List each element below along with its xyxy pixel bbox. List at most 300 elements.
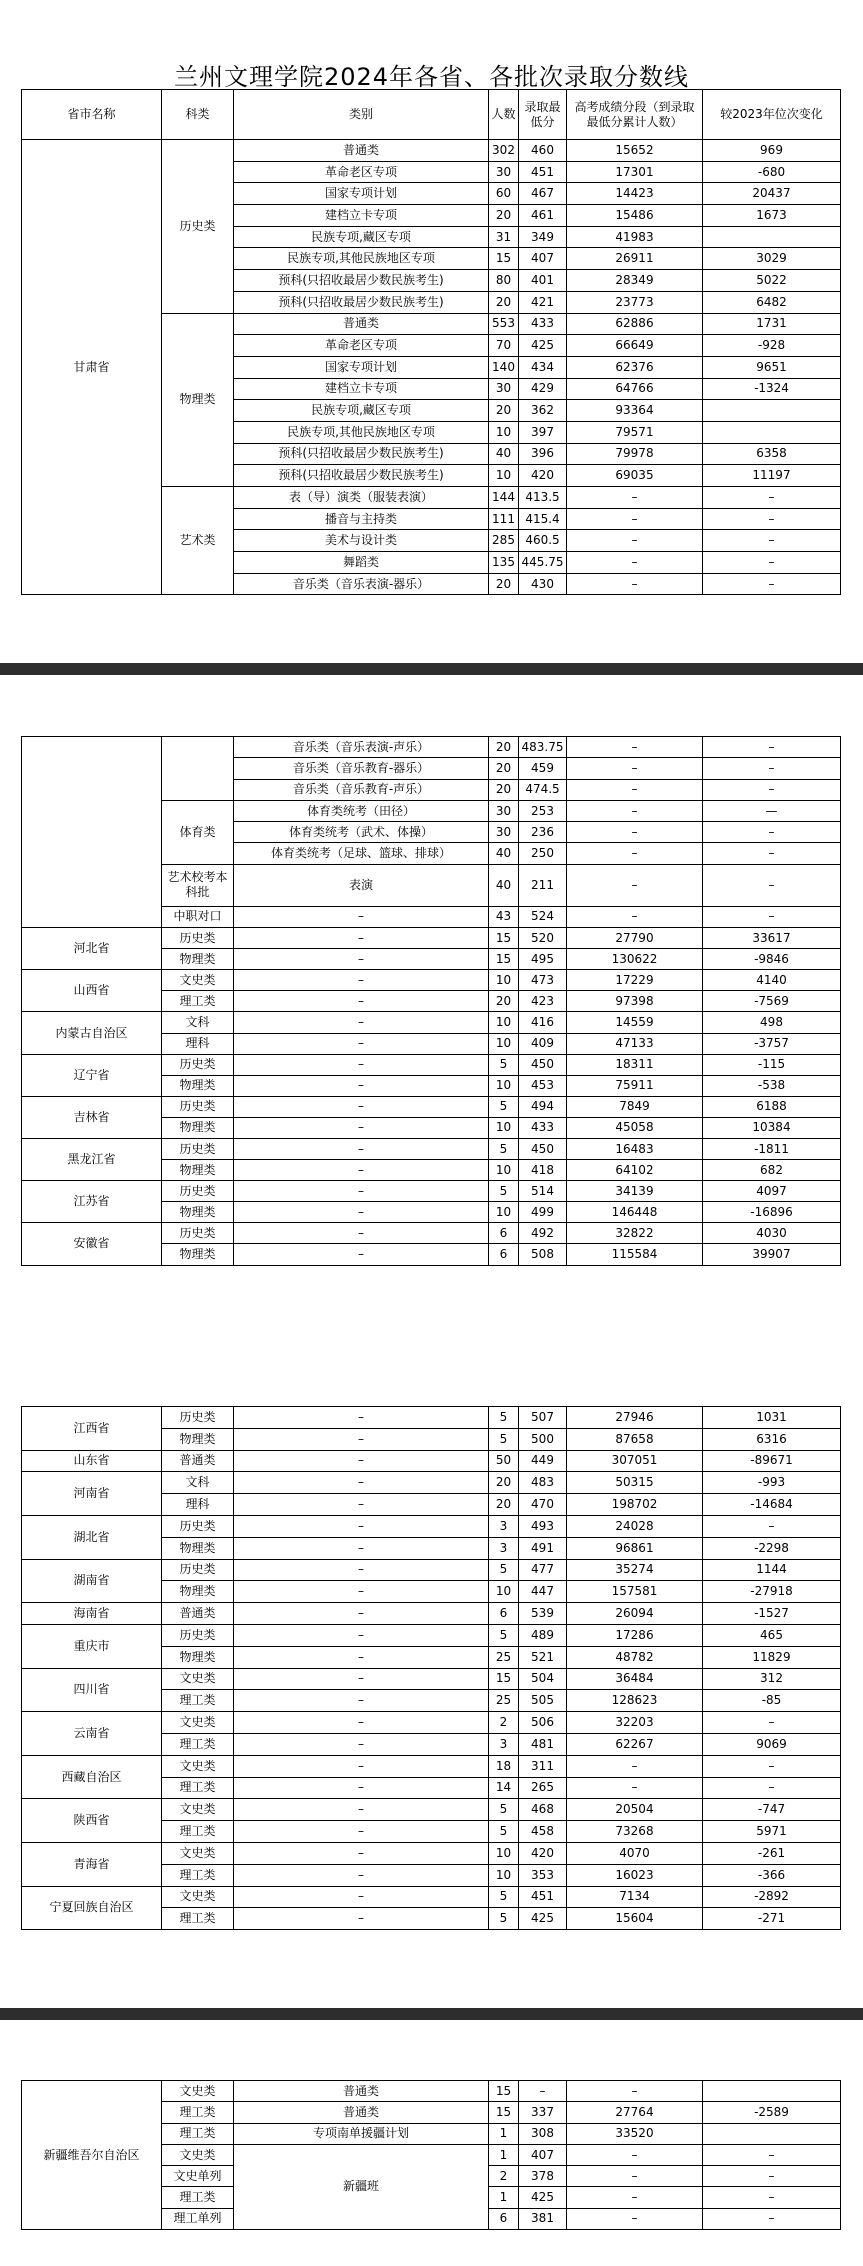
- subject-cell: 历史类: [162, 1223, 234, 1244]
- count-cell: 15: [489, 928, 519, 949]
- rank-cell: 16483: [567, 1139, 703, 1160]
- rank-change-cell: -271: [703, 1908, 841, 1930]
- subject-cell: 物理类: [162, 949, 234, 970]
- min-score-cell: 409: [519, 1033, 567, 1054]
- rank-cell: –: [567, 864, 703, 906]
- rank-cell: –: [567, 906, 703, 927]
- count-cell: 6: [489, 1223, 519, 1244]
- count-cell: 10: [489, 1581, 519, 1603]
- count-cell: 285: [489, 530, 519, 552]
- count-cell: 10: [489, 421, 519, 443]
- table-row: [22, 737, 841, 758]
- count-cell: 70: [489, 335, 519, 357]
- count-cell: 20: [489, 737, 519, 758]
- subject-cell: 文科: [162, 1012, 234, 1033]
- rank-change-cell: 39907: [703, 1244, 841, 1265]
- subject-cell: 体育类: [162, 800, 234, 864]
- subject-cell: 普通类: [162, 1603, 234, 1625]
- rank-change-cell: –: [703, 573, 841, 595]
- rank-cell: 157581: [567, 1581, 703, 1603]
- rank-cell: 27790: [567, 928, 703, 949]
- category-cell: 普通类: [234, 313, 489, 335]
- min-score-cell: 494: [519, 1096, 567, 1117]
- rank-change-cell: 1731: [703, 313, 841, 335]
- rank-cell: 62886: [567, 313, 703, 335]
- rank-change-cell: 9069: [703, 1733, 841, 1755]
- count-cell: 5: [489, 1821, 519, 1843]
- subject-cell: 历史类: [162, 1096, 234, 1117]
- category-cell: –: [234, 906, 489, 927]
- count-cell: 25: [489, 1690, 519, 1712]
- subject-cell: 理工类: [162, 1690, 234, 1712]
- province-cell: 宁夏回族自治区: [22, 1886, 162, 1930]
- province-cell: 西藏自治区: [22, 1755, 162, 1799]
- subject-cell: 历史类: [162, 928, 234, 949]
- province-cell: 湖南省: [22, 1559, 162, 1603]
- category-cell: –: [234, 1096, 489, 1117]
- min-score-cell: 265: [519, 1777, 567, 1799]
- table-row: [22, 1559, 841, 1581]
- min-score-cell: 524: [519, 906, 567, 927]
- rank-cell: 17229: [567, 970, 703, 991]
- count-cell: 135: [489, 552, 519, 574]
- min-score-cell: 459: [519, 758, 567, 779]
- rank-change-cell: –: [703, 864, 841, 906]
- count-cell: 50: [489, 1450, 519, 1472]
- table-section-2: [21, 736, 841, 1266]
- min-score-cell: 506: [519, 1712, 567, 1734]
- rank-cell: –: [567, 530, 703, 552]
- min-score-cell: 474.5: [519, 779, 567, 800]
- subject-cell: 历史类: [162, 1515, 234, 1537]
- min-score-cell: 407: [519, 2144, 567, 2165]
- min-score-cell: 451: [519, 1886, 567, 1908]
- province-cell: 黑龙江省: [22, 1139, 162, 1181]
- category-cell: 预科(只招收最居少数民族考生): [234, 291, 489, 313]
- count-cell: 20: [489, 573, 519, 595]
- category-cell: 预科(只招收最居少数民族考生): [234, 465, 489, 487]
- count-cell: 10: [489, 1202, 519, 1223]
- category-cell: 表（导）演类（服装表演）: [234, 487, 489, 509]
- rank-cell: 7849: [567, 1096, 703, 1117]
- subject-cell: 历史类: [162, 1181, 234, 1202]
- category-cell: 美术与设计类: [234, 530, 489, 552]
- count-cell: 14: [489, 1777, 519, 1799]
- province-cell: 甘肃省: [22, 140, 162, 595]
- count-cell: 1: [489, 2144, 519, 2165]
- rank-cell: –: [567, 758, 703, 779]
- min-score-cell: 492: [519, 1223, 567, 1244]
- table-row: [22, 1886, 841, 1908]
- category-cell: 普通类: [234, 140, 489, 162]
- rank-cell: 93364: [567, 400, 703, 422]
- category-cell: –: [234, 1244, 489, 1265]
- table-row: [22, 1603, 841, 1625]
- min-score-cell: 378: [519, 2166, 567, 2187]
- min-score-cell: 495: [519, 949, 567, 970]
- table-row: [22, 1096, 841, 1117]
- subject-cell: 历史类: [162, 1624, 234, 1646]
- min-score-cell: 499: [519, 1202, 567, 1223]
- count-cell: 43: [489, 906, 519, 927]
- category-cell: –: [234, 1075, 489, 1096]
- rank-change-cell: 33617: [703, 928, 841, 949]
- subject-cell: 物理类: [162, 313, 234, 487]
- table-row: [22, 1842, 841, 1864]
- subject-cell: 文史类: [162, 1799, 234, 1821]
- count-cell: 6: [489, 2208, 519, 2229]
- min-score-cell: 449: [519, 1450, 567, 1472]
- rank-cell: 28349: [567, 270, 703, 292]
- min-score-cell: 450: [519, 1139, 567, 1160]
- rank-cell: –: [567, 779, 703, 800]
- subject-cell: 理科: [162, 1033, 234, 1054]
- category-cell: –: [234, 1537, 489, 1559]
- min-score-cell: 415.4: [519, 508, 567, 530]
- rank-cell: 79571: [567, 421, 703, 443]
- min-score-cell: 461: [519, 205, 567, 227]
- count-cell: 30: [489, 161, 519, 183]
- category-cell: 新疆班: [234, 2144, 489, 2229]
- rank-change-cell: -2589: [703, 2102, 841, 2123]
- subject-cell: 历史类: [162, 1139, 234, 1160]
- min-score-cell: 450: [519, 1054, 567, 1075]
- category-cell: –: [234, 1428, 489, 1450]
- count-cell: 553: [489, 313, 519, 335]
- min-score-cell: 434: [519, 356, 567, 378]
- category-cell: –: [234, 1712, 489, 1734]
- rank-cell: 27764: [567, 2102, 703, 2123]
- count-cell: 31: [489, 226, 519, 248]
- count-cell: 25: [489, 1646, 519, 1668]
- table-row: [22, 140, 841, 162]
- category-cell: 体育类统考（足球、篮球、排球）: [234, 843, 489, 864]
- min-score-cell: 507: [519, 1407, 567, 1429]
- category-cell: –: [234, 1223, 489, 1244]
- subject-cell: 历史类: [162, 1559, 234, 1581]
- province-cell: 湖北省: [22, 1515, 162, 1559]
- category-cell: 表演: [234, 864, 489, 906]
- count-cell: 40: [489, 843, 519, 864]
- rank-cell: 23773: [567, 291, 703, 313]
- min-score-cell: 451: [519, 161, 567, 183]
- min-score-cell: 460.5: [519, 530, 567, 552]
- min-score-cell: 468: [519, 1799, 567, 1821]
- rank-change-cell: -89671: [703, 1450, 841, 1472]
- count-cell: 10: [489, 1033, 519, 1054]
- count-cell: 15: [489, 1668, 519, 1690]
- table-row: [22, 970, 841, 991]
- count-cell: 2: [489, 1712, 519, 1734]
- category-cell: 革命老区专项: [234, 161, 489, 183]
- min-score-cell: 253: [519, 800, 567, 821]
- rank-cell: 41983: [567, 226, 703, 248]
- count-cell: 5: [489, 1096, 519, 1117]
- rank-change-cell: -2892: [703, 1886, 841, 1908]
- province-cell: 河北省: [22, 928, 162, 970]
- category-cell: –: [234, 1777, 489, 1799]
- category-cell: 专项南单援疆计划: [234, 2123, 489, 2144]
- rank-change-cell: –: [703, 530, 841, 552]
- table-section-3: [21, 1406, 841, 1930]
- page-title: 兰州文理学院2024年各省、各批次录取分数线: [173, 63, 690, 91]
- table-row: [22, 1472, 841, 1494]
- count-cell: 20: [489, 291, 519, 313]
- rank-change-cell: 10384: [703, 1117, 841, 1138]
- count-cell: 10: [489, 1864, 519, 1886]
- rank-change-cell: –: [703, 843, 841, 864]
- rank-cell: 14423: [567, 183, 703, 205]
- subject-cell: 历史类: [162, 140, 234, 314]
- rank-cell: 34139: [567, 1181, 703, 1202]
- subject-cell: 普通类: [162, 1450, 234, 1472]
- rank-change-cell: [703, 400, 841, 422]
- rank-cell: –: [567, 1777, 703, 1799]
- rank-change-cell: -366: [703, 1864, 841, 1886]
- count-cell: 40: [489, 443, 519, 465]
- count-cell: 15: [489, 2102, 519, 2123]
- category-cell: –: [234, 1821, 489, 1843]
- rank-change-cell: -680: [703, 161, 841, 183]
- rank-cell: 18311: [567, 1054, 703, 1075]
- rank-change-cell: –: [703, 1777, 841, 1799]
- category-cell: 民族专项,藏区专项: [234, 400, 489, 422]
- min-score-cell: 401: [519, 270, 567, 292]
- category-cell: –: [234, 1908, 489, 1930]
- category-cell: –: [234, 1864, 489, 1886]
- count-cell: 3: [489, 1733, 519, 1755]
- min-score-cell: 420: [519, 465, 567, 487]
- header-min-score-cell: 录取最低分: [519, 90, 567, 140]
- category-cell: 国家专项计划: [234, 183, 489, 205]
- count-cell: 10: [489, 1075, 519, 1096]
- count-cell: 5: [489, 1139, 519, 1160]
- category-cell: –: [234, 1842, 489, 1864]
- rank-change-cell: [703, 421, 841, 443]
- subject-cell: 文史类: [162, 970, 234, 991]
- min-score-cell: 477: [519, 1559, 567, 1581]
- count-cell: 5: [489, 1624, 519, 1646]
- table-row: [22, 1012, 841, 1033]
- subject-cell: 物理类: [162, 1646, 234, 1668]
- min-score-cell: 521: [519, 1646, 567, 1668]
- rank-cell: 32822: [567, 1223, 703, 1244]
- province-cell: 山东省: [22, 1450, 162, 1472]
- category-cell: –: [234, 1755, 489, 1777]
- min-score-cell: 493: [519, 1515, 567, 1537]
- count-cell: 5: [489, 1886, 519, 1908]
- subject-cell: 艺术校考本科批: [162, 864, 234, 906]
- count-cell: 5: [489, 1908, 519, 1930]
- count-cell: 15: [489, 949, 519, 970]
- table-header-row: [22, 90, 841, 140]
- header-subject-cell: 科类: [162, 90, 234, 140]
- min-score-cell: 445.75: [519, 552, 567, 574]
- province-cell: 辽宁省: [22, 1054, 162, 1096]
- count-cell: 5: [489, 1181, 519, 1202]
- rank-change-cell: 682: [703, 1160, 841, 1181]
- subject-cell: 历史类: [162, 1054, 234, 1075]
- min-score-cell: 500: [519, 1428, 567, 1450]
- rank-cell: 307051: [567, 1450, 703, 1472]
- subject-cell: 历史类: [162, 1407, 234, 1429]
- page-divider: [0, 2008, 863, 2020]
- province-cell: 新疆维吾尔自治区: [22, 2081, 162, 2230]
- province-cell: 山西省: [22, 970, 162, 1012]
- rank-change-cell: -1527: [703, 1603, 841, 1625]
- min-score-cell: 539: [519, 1603, 567, 1625]
- category-cell: –: [234, 928, 489, 949]
- rank-change-cell: –: [703, 737, 841, 758]
- header-province-cell: 省市名称: [22, 90, 162, 140]
- rank-cell: 26094: [567, 1603, 703, 1625]
- min-score-cell: 418: [519, 1160, 567, 1181]
- header-rank-change-cell: 较2023年位次变化: [703, 90, 841, 140]
- min-score-cell: 420: [519, 1842, 567, 1864]
- subject-cell: 物理类: [162, 1075, 234, 1096]
- province-cell: 青海省: [22, 1842, 162, 1886]
- rank-change-cell: —: [703, 800, 841, 821]
- min-score-cell: 425: [519, 2187, 567, 2208]
- count-cell: 20: [489, 400, 519, 422]
- rank-cell: 17301: [567, 161, 703, 183]
- table-row: [22, 1407, 841, 1429]
- category-cell: 国家专项计划: [234, 356, 489, 378]
- rank-cell: 15604: [567, 1908, 703, 1930]
- rank-change-cell: 5971: [703, 1821, 841, 1843]
- count-cell: 10: [489, 970, 519, 991]
- rank-cell: 115584: [567, 1244, 703, 1265]
- table-row: [22, 1223, 841, 1244]
- rank-cell: 79978: [567, 443, 703, 465]
- rank-cell: 17286: [567, 1624, 703, 1646]
- count-cell: 10: [489, 465, 519, 487]
- subject-cell: 中职对口: [162, 906, 234, 927]
- category-cell: 体育类统考（武术、体操）: [234, 822, 489, 843]
- category-cell: 预科(只招收最居少数民族考生): [234, 270, 489, 292]
- rank-cell: 15486: [567, 205, 703, 227]
- province-cell: 云南省: [22, 1712, 162, 1756]
- count-cell: 6: [489, 1244, 519, 1265]
- table-row: [22, 1624, 841, 1646]
- rank-cell: 45058: [567, 1117, 703, 1138]
- rank-cell: 87658: [567, 1428, 703, 1450]
- subject-cell: 理工类: [162, 1864, 234, 1886]
- rank-cell: 97398: [567, 991, 703, 1012]
- rank-change-cell: -538: [703, 1075, 841, 1096]
- rank-change-cell: –: [703, 1712, 841, 1734]
- category-cell: –: [234, 991, 489, 1012]
- rank-cell: 64766: [567, 378, 703, 400]
- category-cell: –: [234, 1646, 489, 1668]
- rank-change-cell: 4030: [703, 1223, 841, 1244]
- rank-cell: 16023: [567, 1864, 703, 1886]
- rank-change-cell: 6482: [703, 291, 841, 313]
- min-score-cell: 381: [519, 2208, 567, 2229]
- rank-change-cell: 6316: [703, 1428, 841, 1450]
- count-cell: 3: [489, 1537, 519, 1559]
- count-cell: 60: [489, 183, 519, 205]
- min-score-cell: 453: [519, 1075, 567, 1096]
- min-score-cell: 433: [519, 1117, 567, 1138]
- table-row: [22, 1668, 841, 1690]
- rank-change-cell: –: [703, 508, 841, 530]
- category-cell: –: [234, 1054, 489, 1075]
- table-row: [22, 928, 841, 949]
- count-cell: 302: [489, 140, 519, 162]
- rank-change-cell: –: [703, 758, 841, 779]
- category-cell: –: [234, 1450, 489, 1472]
- category-cell: –: [234, 1407, 489, 1429]
- category-cell: 体育类统考（田径）: [234, 800, 489, 821]
- min-score-cell: 423: [519, 991, 567, 1012]
- subject-cell: 文史类: [162, 1755, 234, 1777]
- rank-cell: –: [567, 487, 703, 509]
- count-cell: 5: [489, 1559, 519, 1581]
- rank-change-cell: -16896: [703, 1202, 841, 1223]
- count-cell: 15: [489, 248, 519, 270]
- rank-cell: 146448: [567, 1202, 703, 1223]
- min-score-cell: 491: [519, 1537, 567, 1559]
- category-cell: 播音与主持类: [234, 508, 489, 530]
- rank-cell: 14559: [567, 1012, 703, 1033]
- rank-change-cell: –: [703, 1755, 841, 1777]
- rank-change-cell: 5022: [703, 270, 841, 292]
- subject-cell: 理工类: [162, 1908, 234, 1930]
- rank-change-cell: 1144: [703, 1559, 841, 1581]
- count-cell: 20: [489, 1472, 519, 1494]
- rank-change-cell: 1031: [703, 1407, 841, 1429]
- rank-cell: 128623: [567, 1690, 703, 1712]
- category-cell: –: [234, 1799, 489, 1821]
- subject-cell: 物理类: [162, 1244, 234, 1265]
- count-cell: 18: [489, 1755, 519, 1777]
- rank-cell: 33520: [567, 2123, 703, 2144]
- category-cell: –: [234, 1690, 489, 1712]
- rank-change-cell: -14684: [703, 1494, 841, 1516]
- rank-change-cell: –: [703, 822, 841, 843]
- min-score-cell: 416: [519, 1012, 567, 1033]
- rank-cell: 64102: [567, 1160, 703, 1181]
- min-score-cell: 458: [519, 1821, 567, 1843]
- subject-cell: 理工类: [162, 1821, 234, 1843]
- count-cell: 10: [489, 1012, 519, 1033]
- category-cell: 建档立卡专项: [234, 205, 489, 227]
- count-cell: 30: [489, 822, 519, 843]
- min-score-cell: 514: [519, 1181, 567, 1202]
- category-cell: –: [234, 1581, 489, 1603]
- subject-cell: 物理类: [162, 1117, 234, 1138]
- province-cell: 重庆市: [22, 1624, 162, 1668]
- min-score-cell: 470: [519, 1494, 567, 1516]
- table-section-1: [21, 89, 841, 595]
- subject-cell: 文史类: [162, 1886, 234, 1908]
- rank-cell: –: [567, 2208, 703, 2229]
- rank-cell: 27946: [567, 1407, 703, 1429]
- count-cell: 1: [489, 2123, 519, 2144]
- rank-cell: 66649: [567, 335, 703, 357]
- category-cell: –: [234, 1668, 489, 1690]
- province-cell: 河南省: [22, 1472, 162, 1516]
- rank-change-cell: 1673: [703, 205, 841, 227]
- rank-change-cell: -27918: [703, 1581, 841, 1603]
- min-score-cell: 250: [519, 843, 567, 864]
- count-cell: 111: [489, 508, 519, 530]
- rank-change-cell: 4097: [703, 1181, 841, 1202]
- rank-change-cell: -1811: [703, 1139, 841, 1160]
- rank-change-cell: [703, 2081, 841, 2102]
- rank-cell: 48782: [567, 1646, 703, 1668]
